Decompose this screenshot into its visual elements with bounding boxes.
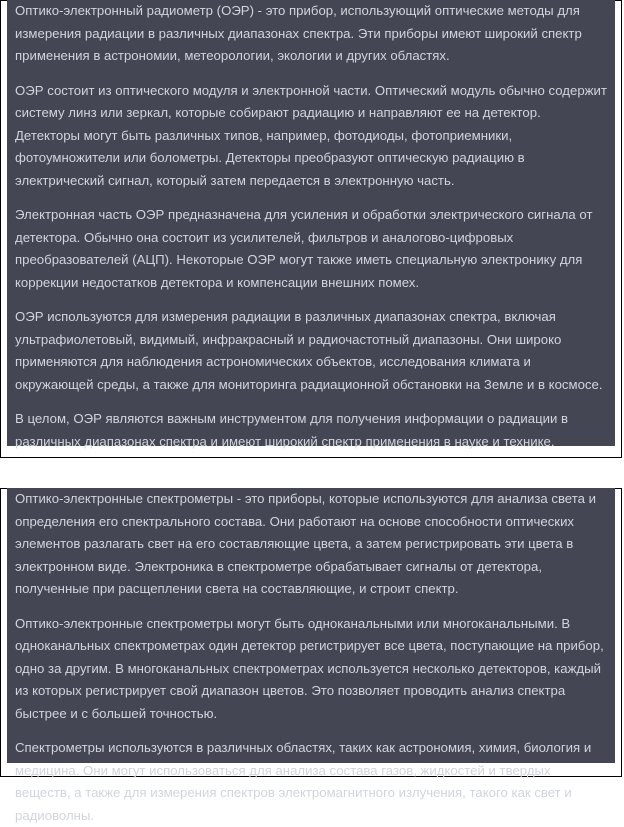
paragraph: ОЭР состоит из оптического модуля и электронной части. Оптический модуль обычно содержит систему линз или зеркал, которые собирают радиацию и направляют ее на детектор. Детекторы могут быть различных типов, например, фотодиоды, фотоприемники, фотоумножители или болометры. Детекторы преобразуют оптическую радиацию в электрический сигнал, который затем передается в электронную часть. xyxy=(15,82,607,188)
paragraph: В целом, ОЭР являются важным инструментом для получения информации о радиации в различных диапазонах спектра и имеют широкий спектр применения в науке и технике. xyxy=(15,411,569,449)
bottom-screenshot-frame xyxy=(0,488,622,823)
paragraph: Оптико-электронный радиометр (ОЭР) - это прибор, использующий оптические методы для измерения радиации в различных диапазонах спектра. Эти приборы имеют широкий спектр применения в астрономии, метеорологии, экологии и других областях. xyxy=(15,3,582,63)
paragraph: Электронная часть ОЭР предназначена для усиления и обработки электрического сигнала от детектора. Обычно она состоит из усилителей, фильтров и аналогово-цифровых преобразователей (АЦП). Некоторые ОЭР могут также иметь специальную электронику для коррекции недостатков детектора и компенсации внешних помех. xyxy=(15,207,593,290)
paragraph: Спектрометры используются в различных областях, таких как астрономия, химия, биология и медицина. Они могут использоваться для анализа состава газов, жидкостей и твердых веществ, а также для измерения спектров электромагнитного излучения, такого как свет и радиоволны. xyxy=(15,740,592,823)
spectrometer-text-panel xyxy=(7,488,615,823)
paragraph: ОЭР используются для измерения радиации в различных диапазонах спектра, включая ультрафиолетовый, видимый, инфракрасный и радиочастотный диапазоны. Они широко применяются для наблюдения астрономических объектов, исследования климата и окружающей среды, а также для мониторинга радиационной обстановки на Земле и в космосе. xyxy=(15,309,603,392)
radiometer-text-panel xyxy=(7,0,615,449)
paragraph: Оптико-электронные спектрометры - это приборы, которые используются для анализа света и определения его спектрального состава. Они работают на основе способности оптических элементов разлагать свет на его составляющие цвета, а затем регистрировать эти цвета в электронном виде. Электроника в спектрометре обрабатывает сигналы от детектора, полученные при расщеплении света на составляющие, и строит спектр. xyxy=(15,491,596,596)
paragraph: Оптико-электронные спектрометры могут быть одноканальными или многоканальными. В одноканальных спектрометрах один детектор регистрирует все цвета, поступающие на прибор, одно за другим. В многоканальных спектрометрах используется несколько детекторов, каждый из которых регистрирует свой диапазон цветов. Это позволяет проводить анализ спектра быстрее и с большей точностью. xyxy=(15,615,604,721)
